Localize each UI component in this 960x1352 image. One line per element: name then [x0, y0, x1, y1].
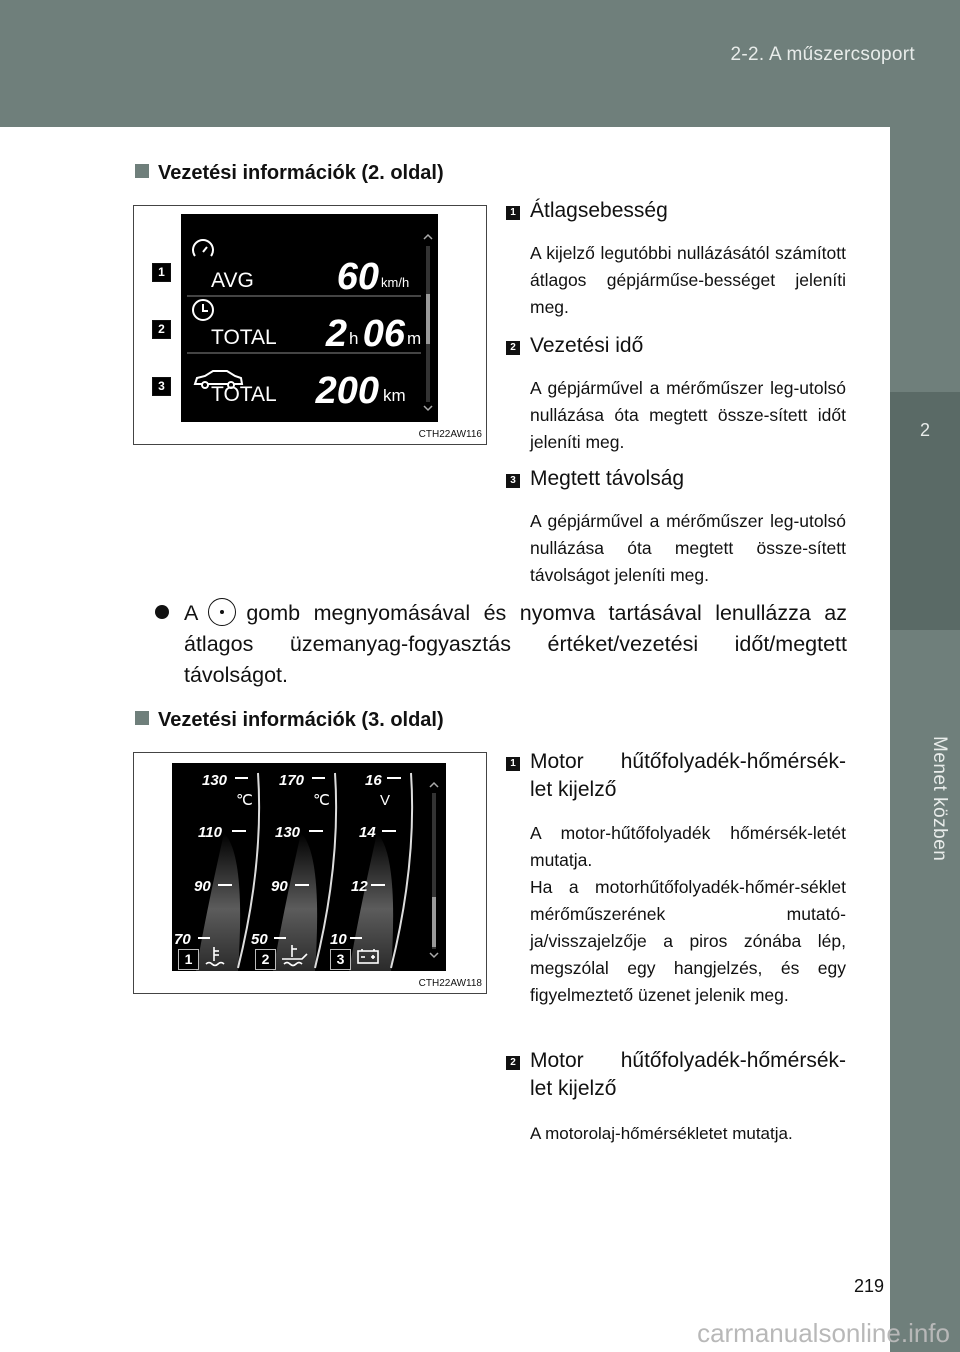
figure-callout-2: 2 — [152, 320, 171, 339]
row3-label: TOTAL — [211, 383, 277, 406]
gauge-callout-1: 1 — [178, 949, 199, 970]
speedometer-icon — [193, 240, 213, 256]
row1-value: 60 — [336, 256, 379, 298]
header-title: 2-2. A műszercsoport — [730, 44, 915, 65]
gauge3-tick-top: 16 — [365, 772, 382, 789]
gauge1-tick-2: 110 — [198, 824, 222, 841]
gauge-graphics — [172, 763, 446, 971]
gauge-callout-2: 2 — [255, 949, 276, 970]
display-screen — [181, 214, 438, 422]
gauge-screen — [172, 763, 446, 971]
item-driving-time-title: 2 Vezetési idő — [506, 334, 643, 358]
clock-icon — [193, 300, 213, 320]
gauge-callout-3: 3 — [330, 949, 351, 970]
figure-driving-info-page3 — [133, 752, 487, 994]
section-square-icon — [135, 164, 149, 178]
gauge3-tick-3: 12 — [351, 878, 368, 895]
watermark-text: carmanualsonline.info — [697, 1318, 950, 1348]
item-average-speed-title: 1 Átlagsebesség — [506, 199, 668, 223]
gauge3-unit: V — [380, 792, 391, 809]
gauge2-tick-bottom: 50 — [251, 931, 268, 948]
section-square-icon — [135, 711, 149, 725]
bullet-icon — [155, 605, 169, 619]
display-graphics — [181, 214, 438, 422]
gauge2-tick-3: 90 — [271, 878, 288, 895]
row3-unit: km — [383, 386, 406, 405]
side-tab-top — [890, 127, 960, 392]
row2-hours: 2 — [325, 313, 347, 355]
chapter-number: 2 — [919, 420, 930, 440]
gauge2-unit: ℃ — [313, 792, 330, 809]
row2-label: TOTAL — [211, 326, 277, 349]
figure-code: CTH22AW118 — [418, 978, 482, 989]
row2-hours-unit: h — [349, 329, 359, 348]
item-average-speed-text: A kijelző legutóbbi nullázásától számított átlagos gépjárműse-bességet jeleníti meg. — [530, 243, 846, 317]
side-tab-bottom — [890, 630, 960, 1352]
reset-instruction: A gomb megnyomásával és nyomva tartásával lenullázza az átlagos üzemanyag-fogyasztás értéket/vezetési időt/megtett távolságot. — [155, 598, 847, 691]
item-coolant-text: A motor-hűtőfolyadék hőmérsék-letét mutatja. Ha a motorhűtőfolyadék-hőmér-séklet mérőműszerének mutató-ja/visszajelzője a piros zónába lép, megszólal egy hangjelzés, és egy figyelmeztető üzenet jelenik meg. — [530, 823, 846, 1005]
section-title-page3: Vezetési információk (3. oldal) — [135, 709, 444, 732]
figure-driving-info-page2 — [133, 205, 487, 445]
figure-callout-3: 3 — [152, 377, 171, 396]
gauge1-unit: ℃ — [236, 792, 253, 809]
page-number: 219 — [853, 1276, 884, 1296]
gauge2-tick-top: 170 — [279, 772, 305, 789]
item-coolant-title: 1 Motor hűtőfolyadék-hőmérsék- — [506, 746, 846, 778]
row2-minutes: 06 — [362, 313, 405, 355]
select-button-icon — [208, 598, 236, 626]
item-oil-text: A motorolaj-hőmérsékletet mutatja. — [530, 1124, 793, 1143]
item-distance-text: A gépjárművel a mérőműszer leg-utolsó nullázása óta megtett össze-sített távolságot jeleníti meg. — [530, 511, 846, 585]
scroll-indicator — [430, 783, 438, 957]
gauge3-tick-bottom: 10 — [330, 931, 347, 948]
scroll-indicator — [424, 235, 432, 410]
row3-value: 200 — [315, 370, 379, 412]
row1-label: AVG — [211, 269, 254, 292]
gauge-coolant — [174, 772, 259, 971]
gauge1-tick-3: 90 — [194, 878, 211, 895]
chapter-label: Menet közben — [929, 736, 950, 862]
gauge3-tick-2: 14 — [359, 824, 376, 841]
page-header — [0, 0, 960, 127]
gauge1-tick-bottom: 70 — [174, 931, 191, 948]
row1-unit: km/h — [381, 275, 410, 290]
row2-minutes-unit: m — [407, 329, 422, 348]
side-tab-chapter — [890, 392, 960, 630]
gauge1-tick-top: 130 — [202, 772, 228, 789]
item-distance-title: 3 Megtett távolság — [506, 467, 684, 491]
gauge-oil — [251, 772, 336, 971]
item-driving-time-text: A gépjárművel a mérőműszer leg-utolsó nullázása óta megtett össze-sített időt jeleníti meg. — [530, 378, 846, 452]
item-coolant-title-line2: let kijelző — [530, 778, 617, 801]
figure-code: CTH22AW116 — [418, 429, 482, 440]
item-oil-title: 2 Motor hűtőfolyadék-hőmérsék- — [506, 1045, 846, 1077]
item-oil-title-line2: let kijelző — [530, 1077, 617, 1100]
figure-callout-1: 1 — [152, 263, 171, 282]
gauge2-tick-2: 130 — [275, 824, 301, 841]
gauge-voltage — [330, 772, 412, 971]
section-title-page2: Vezetési információk (2. oldal) — [135, 162, 444, 185]
